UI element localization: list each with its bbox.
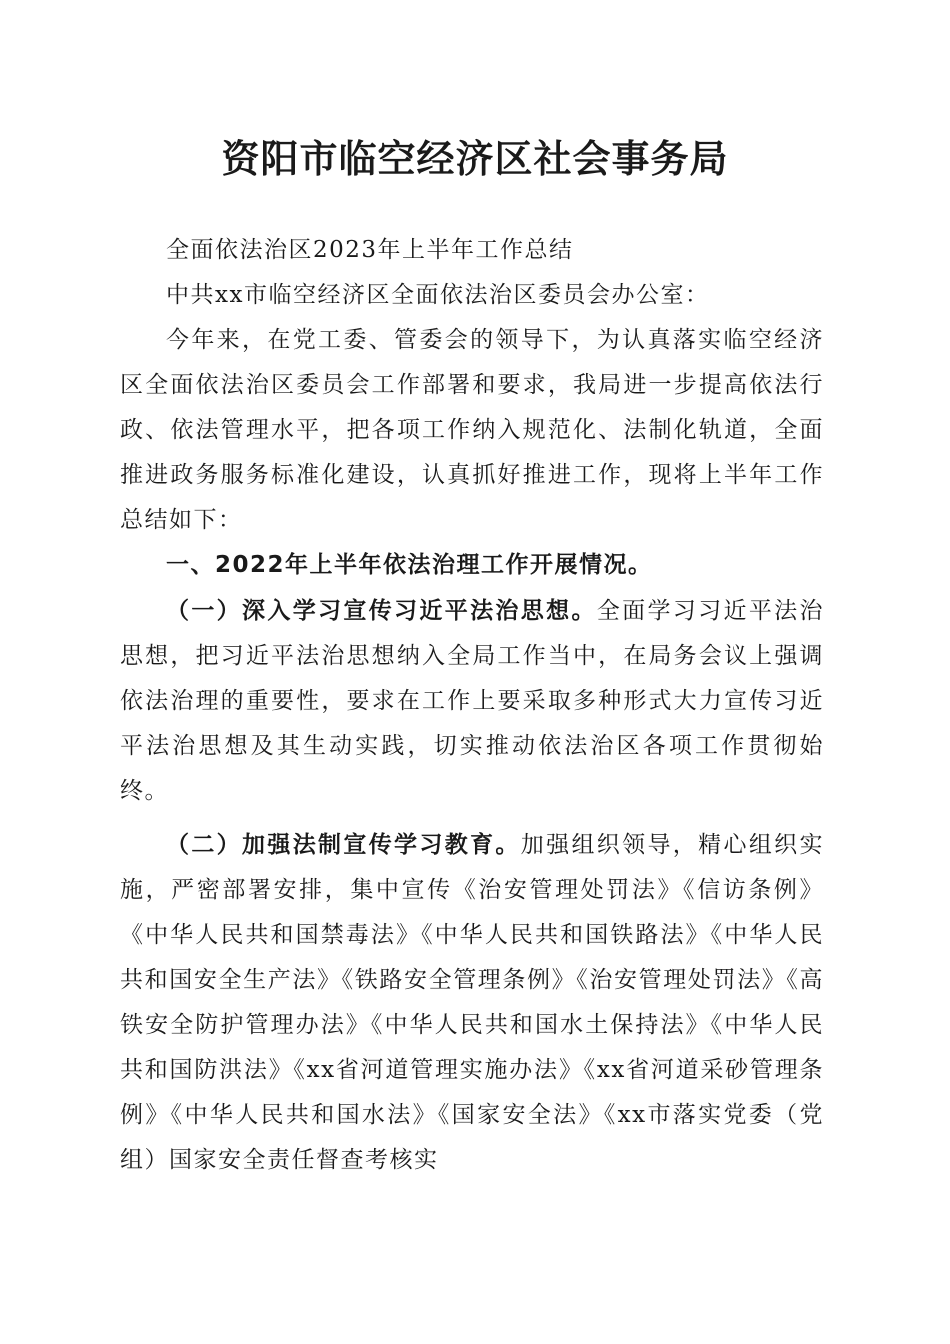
document-body bbox=[120, 228, 824, 1183]
document-subtitle: 全面依法治区2023年上半年工作总结 bbox=[166, 237, 574, 263]
document-title: 资阳市临空经济区社会事务局 bbox=[221, 136, 729, 181]
item-1-body: 全面学习习近平法治思想，把习近平法治思想纳入全局工作当中，在局务会议上强调依法治理的重要性，要求在工作上要采取多种形式大力宣传习近平法治思想及其生动实践，切实推动依法治区各项工作贯彻始终。 bbox=[120, 598, 825, 804]
item-2-paragraph bbox=[120, 822, 824, 1183]
intro-paragraph: 今年来，在党工委、管委会的领导下，为认真落实临空经济区全面依法治区委员会工作部署和要求，我局进一步提高依法行政、依法管理水平，把各项工作纳入规范化、法制化轨道，全面推进政务服务标准化建设，认真抓好推进工作，现将上半年工作总结如下： bbox=[120, 327, 824, 533]
item-2-heading: （二）加强法制宣传学习教育。 bbox=[166, 831, 521, 858]
item-1-heading: （一）深入学习宣传习近平法治思想。 bbox=[166, 597, 597, 624]
item-1-paragraph bbox=[120, 588, 824, 814]
section-heading: 一、2022年上半年依法治理工作开展情况。 bbox=[166, 552, 653, 578]
addressee-line: 中共xx市临空经济区全面依法治区委员会办公室： bbox=[166, 282, 710, 308]
item-2-body: 加强组织领导，精心组织实施，严密部署安排，集中宣传《治安管理处罚法》《信访条例》《中华人民共和国禁毒法》《中华人民共和国铁路法》《中华人民共和国安全生产法》《铁路安全管理条例》《治安管理处罚法》《高铁安全防护管理办法》《中华人民共和国水土保持法》《中华人民共和国防洪法》《xx省河道管理实施办法》《xx省河道采砂管理条例》《中华人民共和国水法》《国家安全法》《xx市落实党委（党组）国家安全责任督查考核实 bbox=[120, 832, 825, 1173]
